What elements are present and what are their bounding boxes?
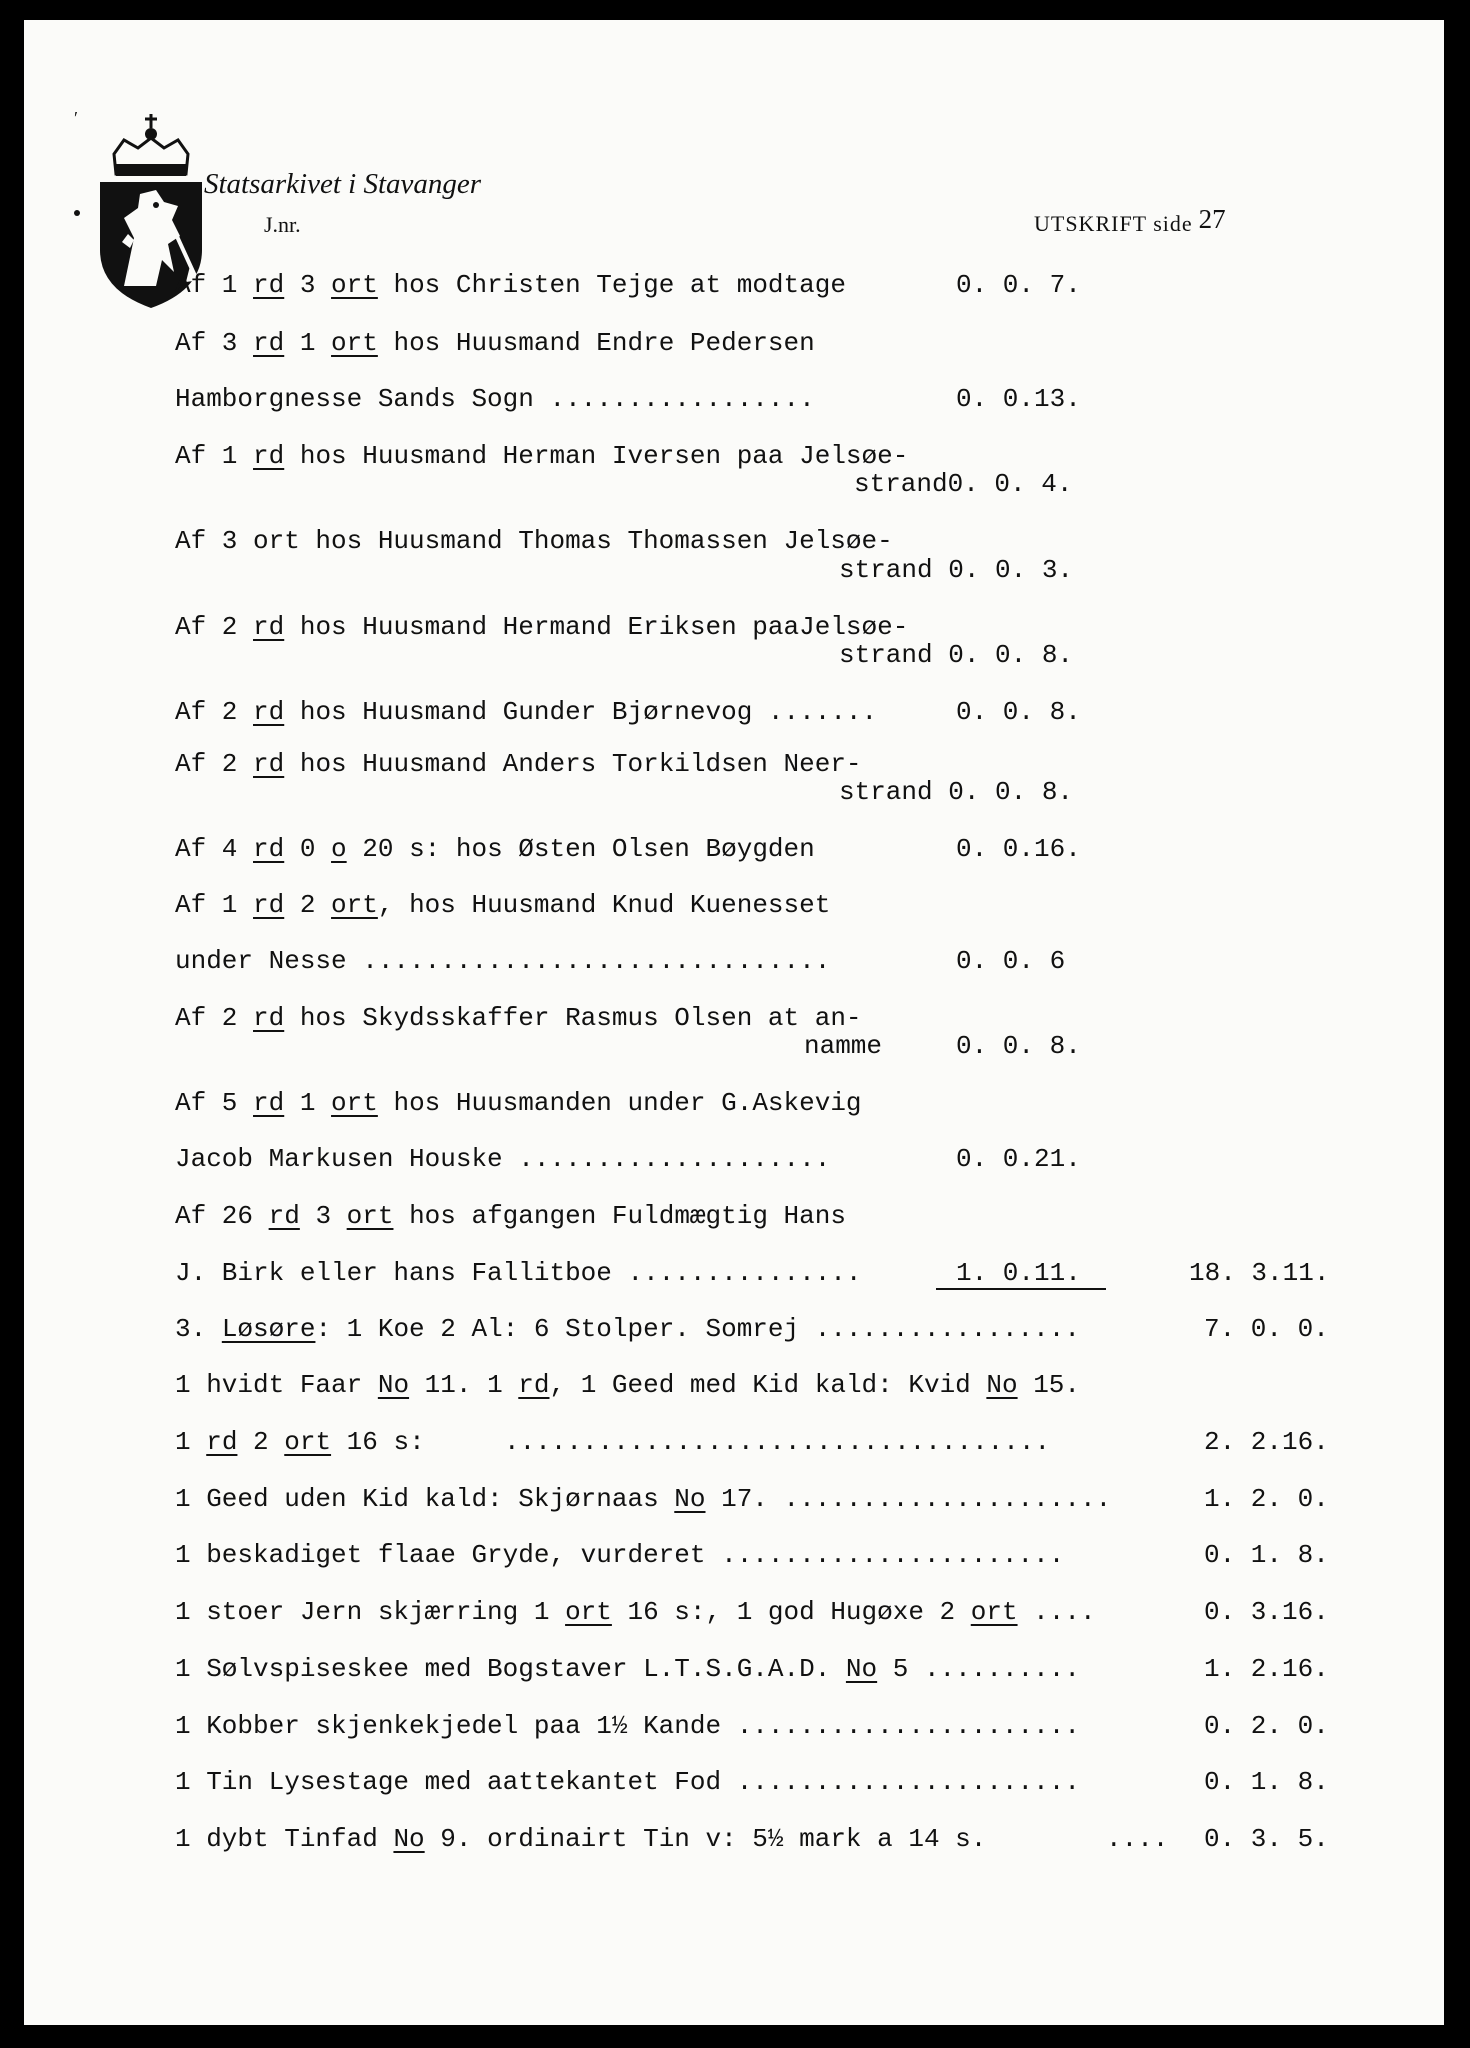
document-page [24, 20, 1444, 2025]
text-segment: 11. 1 [409, 1370, 519, 1400]
line-text [175, 330, 815, 356]
underlined-term: ort [331, 328, 378, 358]
text-segment: Af 1 [175, 441, 254, 471]
text-segment: : 1 Koe 2 Al: 6 Stolper. Somrej ................. [315, 1314, 1080, 1344]
text-segment: 0 [284, 834, 332, 864]
text-segment: Af 1 [175, 890, 254, 920]
text-segment: 15. [1017, 1370, 1081, 1400]
text-segment: 16 s:, 1 god Hugøxe 2 [611, 1597, 971, 1627]
underlined-term: Løsøre [221, 1314, 316, 1344]
line-amount: 0. 0.16. [956, 834, 1081, 864]
text-segment: hos Huusmanden under G.Askevig [377, 1088, 862, 1118]
underlined-term: No [393, 1824, 425, 1854]
line-text: 1 Tin Lysestage med aattekantet Fod ...................... [175, 1767, 1080, 1797]
text-segment: Af 2 [175, 749, 254, 779]
line-text: J. Birk eller hans Fallitboe ............... [175, 1258, 862, 1288]
text-segment: Af 3 [175, 328, 254, 358]
line-amount: 0. 0. 8. [956, 1031, 1081, 1061]
text-segment: 9. ordinairt Tin v: 5½ mark a 14 s. [424, 1824, 987, 1854]
underlined-term: rd [253, 328, 285, 358]
line-leader: .... [1106, 1824, 1169, 1854]
underlined-term: No [674, 1484, 706, 1514]
text-segment: hos Christen Tejge at modtage [377, 270, 846, 300]
line-amount: 0. 0. 8. [956, 697, 1081, 727]
underlined-term: rd [518, 1370, 550, 1400]
line-continuation: strand 0. 0. 3. [839, 555, 1074, 585]
line-text [175, 836, 815, 862]
line-text [175, 751, 862, 777]
line-text [175, 443, 908, 469]
underlined-term: No [986, 1370, 1018, 1400]
line-text [175, 1656, 1080, 1682]
underlined-term: rd [253, 270, 285, 300]
text-segment: 5 .......... [877, 1654, 1080, 1684]
underlined-term: rd [253, 890, 285, 920]
line-text [175, 1486, 1111, 1512]
line-text [175, 1372, 1080, 1398]
line-continuation: strand 0. 0. 8. [839, 777, 1074, 807]
line-text: 1 Kobber skjenkekjedel paa 1½ Kande ...................... [175, 1711, 1080, 1741]
text-segment: 1 stoer Jern skjærring 1 [175, 1597, 566, 1627]
line-text [175, 892, 830, 918]
text-segment: hos Skydsskaffer Rasmus Olsen at an- [284, 1003, 862, 1033]
text-segment: 1 dybt Tinfad [175, 1824, 394, 1854]
line-text [175, 1599, 1096, 1625]
line-total: 0. 1. 8. [1204, 1540, 1329, 1570]
line-text [175, 614, 908, 640]
text-segment: 17. ..................... [705, 1484, 1112, 1514]
line-amount: 0. 0.13. [956, 384, 1081, 414]
line-text [175, 1090, 862, 1116]
transcript-document [24, 20, 1444, 2025]
line-amount: 0. 0. 6 [956, 946, 1066, 976]
text-segment: hos Huusmand Gunder Bjørnevog ....... [284, 697, 878, 727]
text-segment: 1 [284, 1088, 332, 1118]
underlined-term: ort [284, 1427, 332, 1457]
underlined-term: ort [331, 270, 378, 300]
text-segment: 1 [175, 1427, 207, 1457]
text-segment: 1 hvidt Faar [175, 1370, 378, 1400]
text-segment: , 1 Geed med Kid kald: Kvid [549, 1370, 987, 1400]
line-total: 2. 2.16. [1204, 1427, 1329, 1457]
text-segment: 1 Sølvspiseskee med Bogstaver L.T.S.G.A.D. [175, 1654, 846, 1684]
underlined-term: No [845, 1654, 878, 1684]
text-segment: , hos Huusmand Knud Kuenesset [377, 890, 831, 920]
underlined-term: rd [268, 1201, 300, 1231]
line-text: Af 3 ort hos Huusmand Thomas Thomassen Jelsøe- [175, 526, 893, 556]
line-text: under Nesse .............................. [175, 946, 831, 976]
line-total: 0. 3.16. [1204, 1597, 1329, 1627]
line-amount: 1. 0.11. [956, 1258, 1081, 1288]
text-segment: 3 [284, 270, 332, 300]
text-segment: Af 2 [175, 612, 254, 642]
subtotal-rule [936, 1288, 1106, 1290]
underlined-term: ort [970, 1597, 1018, 1627]
line-text [175, 1826, 986, 1852]
line-total: 7. 0. 0. [1204, 1314, 1329, 1344]
underlined-term: rd [253, 441, 285, 471]
underlined-term: o [331, 834, 347, 864]
line-text [175, 1005, 862, 1031]
line-continuation: strand 0. 0. 8. [839, 640, 1074, 670]
underlined-term: No [377, 1370, 410, 1400]
text-segment: 1 Geed uden Kid kald: Skjørnaas [175, 1484, 675, 1514]
text-segment: .... [1017, 1597, 1096, 1627]
text-segment: 20 s: hos Østen Olsen Bøygden [346, 834, 815, 864]
line-text [175, 1203, 846, 1229]
journal-number-label: J.nr. [264, 212, 301, 237]
line-continuation: strand0. 0. 4. [854, 469, 1073, 499]
text-segment: Af 4 [175, 834, 254, 864]
line-leader: ................................... [504, 1427, 1051, 1457]
line-text [175, 699, 877, 725]
line-amount: 0. 0. 7. [956, 270, 1081, 300]
line-amount: 0. 0.21. [956, 1144, 1081, 1174]
line-text [175, 1316, 1080, 1342]
underlined-term: ort [346, 1201, 394, 1231]
margin-mark: ′ [74, 108, 78, 128]
line-text [175, 272, 846, 298]
line-text: 1 beskadiget flaae Gryde, vurderet ...................... [175, 1540, 1065, 1570]
line-total: 0. 2. 0. [1204, 1711, 1329, 1741]
line-total: 0. 3. 5. [1204, 1824, 1329, 1854]
text-segment: Af 26 [175, 1201, 269, 1231]
utskrift-label: UTSKRIFT side [1034, 211, 1193, 236]
line-text: Jacob Markusen Houske .................... [175, 1144, 831, 1174]
text-segment: 3. [175, 1314, 222, 1344]
text-segment: hos Huusmand Herman Iversen paa Jelsøe- [284, 441, 909, 471]
underlined-term: rd [253, 612, 285, 642]
underlined-term: rd [253, 697, 285, 727]
underlined-term: rd [253, 1003, 285, 1033]
underlined-term: rd [206, 1427, 238, 1457]
line-text [175, 1429, 425, 1455]
underlined-term: ort [331, 1088, 378, 1118]
line-total: 1. 2.16. [1204, 1654, 1329, 1684]
text-segment: Af 2 [175, 697, 254, 727]
text-segment: 3 [299, 1201, 347, 1231]
text-segment: hos Huusmand Endre Pedersen [377, 328, 815, 358]
text-segment: 2 [237, 1427, 285, 1457]
text-segment: 16 s: [331, 1427, 425, 1457]
underlined-term: ort [331, 890, 378, 920]
underlined-term: rd [253, 1088, 285, 1118]
line-total: 18. 3.11. [1189, 1258, 1330, 1288]
text-segment: Af 5 [175, 1088, 254, 1118]
page-header [1034, 204, 1226, 238]
archive-name: Statsarkivet i Stavanger [204, 168, 482, 200]
text-segment: hos afgangen Fuldmægtig Hans [393, 1201, 846, 1231]
text-segment: Af 1 [175, 270, 254, 300]
page-number: 27 [1198, 204, 1226, 234]
line-total: 0. 1. 8. [1204, 1767, 1329, 1797]
text-segment: Af 2 [175, 1003, 254, 1033]
text-segment: 2 [284, 890, 332, 920]
underlined-term: rd [253, 834, 285, 864]
line-continuation: namme [804, 1031, 883, 1061]
margin-dot [74, 210, 80, 216]
text-segment: hos Huusmand Hermand Eriksen paaJelsøe- [284, 612, 909, 642]
line-text: Hamborgnesse Sands Sogn ................. [175, 384, 815, 414]
underlined-term: rd [253, 749, 285, 779]
text-segment: hos Huusmand Anders Torkildsen Neer- [284, 749, 862, 779]
text-segment: 1 [284, 328, 332, 358]
line-total: 1. 2. 0. [1204, 1484, 1329, 1514]
underlined-term: ort [565, 1597, 612, 1627]
